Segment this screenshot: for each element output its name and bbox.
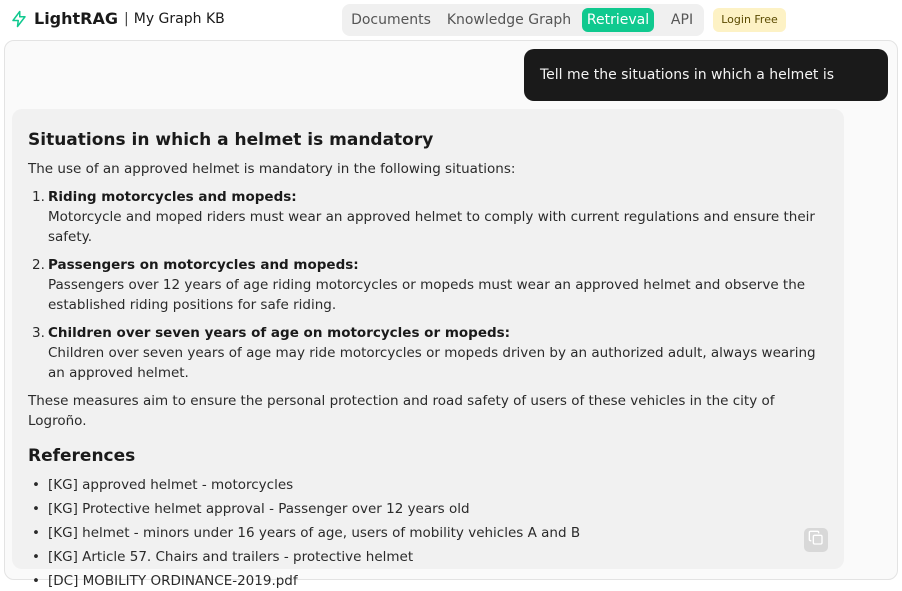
item-text: Motorcycle and moped riders must wear an approved helmet to comply with current regulations and ensure their safety. [48, 209, 815, 245]
answer-intro: The use of an approved helmet is mandatory in the following situations: [28, 161, 516, 177]
top-header [0, 0, 902, 40]
situations-list [32, 187, 828, 383]
item-title: Passengers on motorcycles and mopeds: [48, 257, 359, 273]
item-number: 2. [32, 257, 45, 273]
brand-name[interactable]: LightRAG [34, 9, 119, 28]
reference-item: • [DC] MOBILITY ORDINANCE-2019.pdf [32, 573, 298, 589]
copy-button[interactable] [804, 528, 828, 552]
login-free-badge[interactable]: Login Free [713, 8, 786, 32]
list-item [32, 187, 828, 247]
item-number: 1. [32, 189, 45, 205]
brand [10, 9, 225, 28]
reference-text: [DC] MOBILITY ORDINANCE-2019.pdf [48, 573, 298, 589]
references-list [32, 475, 828, 591]
list-item [32, 323, 828, 383]
reference-item: • [KG] Protective helmet approval - Passenger over 12 years old [32, 501, 470, 517]
reference-item: • [KG] helmet - minors under 16 years of age, users of mobility vehicles A and B [32, 525, 581, 541]
answer-closing: These measures aim to ensure the personal protection and road safety of users of these vehicles in the city of Logroño. [28, 393, 775, 429]
reference-text: [KG] Article 57. Chairs and trailers - protective helmet [48, 549, 414, 565]
reference-text: [KG] Protective helmet approval - Passenger over 12 years old [48, 501, 470, 517]
lightning-icon [10, 10, 28, 28]
reference-item: • [KG] approved helmet - motorcycles [32, 477, 294, 493]
reference-item: • [KG] Article 57. Chairs and trailers - protective helmet [32, 549, 414, 565]
list-item [32, 255, 828, 315]
item-text: Children over seven years of age may ride motorcycles or mopeds driven by an authorized adult, always wearing an approved helmet. [48, 345, 816, 381]
tab-api[interactable]: API [670, 12, 694, 28]
main-tabs [342, 4, 704, 36]
knowledge-base-name: My Graph KB [133, 10, 225, 27]
assistant-answer [12, 109, 844, 589]
tab-documents[interactable]: Documents [351, 12, 431, 28]
tab-knowledge-graph[interactable]: Knowledge Graph [446, 12, 572, 28]
reference-text: [KG] helmet - minors under 16 years of age, users of mobility vehicles A and B [48, 525, 581, 541]
item-number: 3. [32, 325, 45, 341]
answer-heading: Situations in which a helmet is mandatory [28, 130, 434, 150]
tab-retrieval[interactable]: Retrieval [582, 8, 654, 32]
item-text: Passengers over 12 years of age riding motorcycles or mopeds must wear an approved helmet and observe the established riding positions for safe riding. [48, 277, 806, 313]
copy-icon [808, 530, 824, 550]
item-title: Children over seven years of age on motorcycles or mopeds: [48, 325, 511, 341]
reference-text: [KG] approved helmet - motorcycles [48, 477, 294, 493]
user-message-bubble: Tell me the situations in which a helmet is [524, 49, 888, 101]
item-title: Riding motorcycles and mopeds: [48, 189, 297, 205]
references-heading: References [28, 446, 136, 466]
brand-separator: | [124, 10, 129, 27]
